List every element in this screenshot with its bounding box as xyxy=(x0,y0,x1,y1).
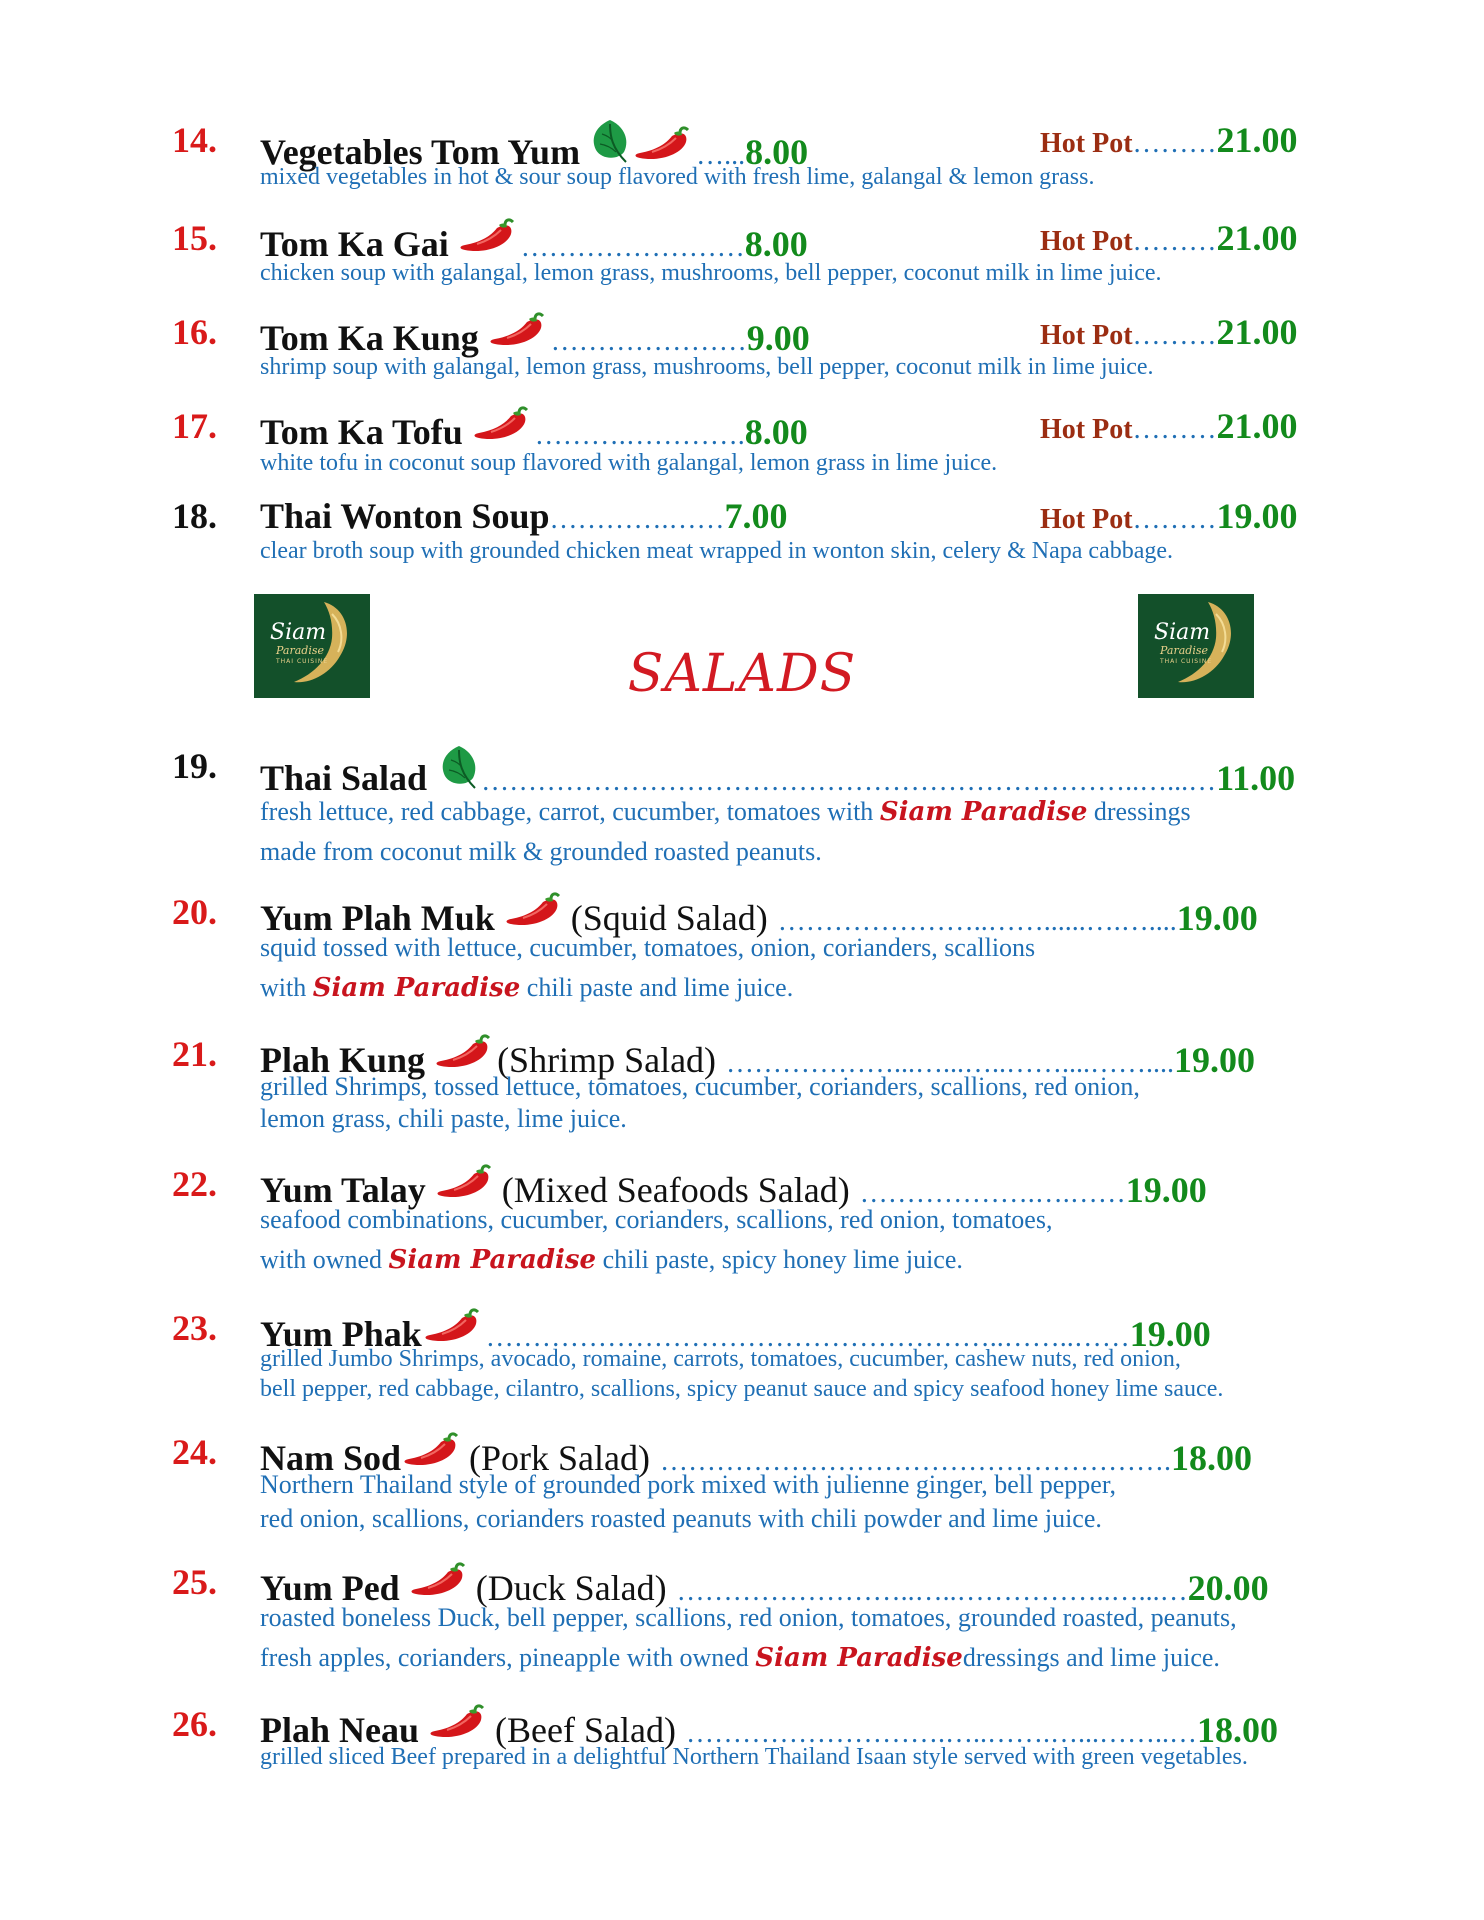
item-subtitle: (Duck Salad) xyxy=(475,1568,667,1608)
hot-pot-label: Hot Pot xyxy=(1040,414,1133,445)
dot-leader: ……… xyxy=(1132,504,1217,535)
logo-subtitle: Paradise xyxy=(1160,644,1208,657)
dot-leader: ………………………………………………. xyxy=(660,1446,1171,1477)
item-price: 9.00 xyxy=(746,318,810,358)
item-description-line-2: lemon grass, chili paste, lime juice. xyxy=(260,1104,627,1133)
dot-leader: ……….…………. xyxy=(534,420,745,451)
dot-leader: ……………………..…..……………..…...… xyxy=(676,1576,1188,1607)
dot-leader: ……… xyxy=(1132,128,1217,159)
hot-pot-option xyxy=(1040,118,1298,166)
hot-pot-option xyxy=(1040,494,1298,542)
item-price: 18.00 xyxy=(1171,1438,1252,1478)
description-text: made from coconut milk & grounded roasted peanuts. xyxy=(260,837,822,866)
item-name: Yum Ped xyxy=(260,1568,400,1608)
item-name: Tom Ka Tofu xyxy=(260,412,463,452)
description-text: chili paste and lime juice. xyxy=(520,973,794,1002)
hot-pot-label: Hot Pot xyxy=(1040,226,1133,257)
item-name: Nam Sod xyxy=(260,1438,402,1478)
item-number: 26. xyxy=(172,1704,217,1744)
description-text: with owned xyxy=(260,1245,389,1274)
description-text: chili paste, spicy honey lime juice. xyxy=(596,1245,963,1274)
description-text: squid tossed with lettuce, cucumber, tomatoes, onion, corianders, scallions xyxy=(260,933,1036,962)
item-name: Plah Neau xyxy=(260,1710,420,1750)
item-price: 8.00 xyxy=(744,224,808,264)
item-price: 19.00 xyxy=(1129,1314,1211,1354)
item-number: 25. xyxy=(172,1562,217,1602)
dot-leader: ……… xyxy=(1132,226,1217,257)
hot-pot-option xyxy=(1040,216,1298,264)
item-description-line-2 xyxy=(260,1240,963,1280)
dot-leader: ………………… xyxy=(550,326,747,357)
description-text: dressings xyxy=(1087,797,1191,826)
item-description-line-1: Northern Thailand style of grounded pork mixed with julienne ginger, bell pepper, xyxy=(260,1470,1116,1499)
item-price: 7.00 xyxy=(724,496,788,536)
item-number: 24. xyxy=(172,1432,217,1472)
description-text: fresh apples, corianders, pineapple with owned xyxy=(260,1643,756,1672)
dot-leader: ………………………………………………..……..…… xyxy=(485,1322,1130,1353)
item-number: 14. xyxy=(172,120,217,160)
item-description-line-1 xyxy=(260,928,1035,968)
logo-wordmark: Siam xyxy=(1154,620,1211,645)
item-price: 19.00 xyxy=(1125,1170,1207,1210)
item-description: chicken soup with galangal, lemon grass, mushrooms, bell pepper, coconut milk in lime juice. xyxy=(260,260,1162,286)
item-number: 18. xyxy=(172,496,217,536)
brand-name: Siam Paradise xyxy=(388,1245,597,1275)
item-description-line-2 xyxy=(260,832,822,872)
dot-leader: …... xyxy=(696,140,746,171)
dot-leader: ……………………………………………………………..…...… xyxy=(481,766,1217,797)
item-description-line-2 xyxy=(260,1638,1220,1678)
chili-pepper-icon xyxy=(632,124,696,164)
item-description: shrimp soup with galangal, lemon grass, mushrooms, bell pepper, coconut milk in lime juice. xyxy=(260,354,1154,380)
leaf-icon xyxy=(588,118,632,164)
item-price: 18.00 xyxy=(1196,1710,1278,1750)
item-price: 19.00 xyxy=(1174,1040,1256,1080)
item-name: Yum Talay xyxy=(260,1170,426,1210)
item-price: 19.00 xyxy=(1176,898,1258,938)
item-name: Thai Wonton Soup xyxy=(260,496,550,536)
item-price: 11.00 xyxy=(1216,758,1296,798)
item-description-line-2 xyxy=(260,968,793,1008)
leaf-icon xyxy=(437,744,481,790)
dot-leader: ……………….….…… xyxy=(859,1178,1126,1209)
item-description-line-1 xyxy=(260,1598,1237,1638)
item-number: 16. xyxy=(172,312,217,352)
chili-pepper-icon xyxy=(503,890,567,930)
chili-pepper-icon xyxy=(434,1162,498,1202)
description-text: dressings and lime juice. xyxy=(962,1643,1220,1672)
logo-tagline: THAI CUISINE xyxy=(1160,658,1213,665)
description-text: fresh lettuce, red cabbage, carrot, cucumber, tomatoes with xyxy=(260,797,880,826)
chili-pepper-icon xyxy=(427,1702,491,1742)
item-number: 15. xyxy=(172,218,217,258)
dot-leader: ……… xyxy=(1132,414,1217,445)
item-name-line xyxy=(260,494,788,542)
dot-leader: ……………………….…..…….…...……..… xyxy=(685,1718,1197,1749)
item-number: 23. xyxy=(172,1308,217,1348)
description-text: seafood combinations, cucumber, corianders, scallions, red onion, tomatoes, xyxy=(260,1205,1053,1234)
item-description-line-1 xyxy=(260,792,1191,832)
item-description-line-1: grilled Shrimps, tossed lettuce, tomatoes, cucumber, corianders, scallions, red onion, xyxy=(260,1072,1140,1101)
item-subtitle: (Mixed Seafoods Salad) xyxy=(501,1170,850,1210)
section-title-salads: SALADS xyxy=(627,644,857,704)
item-name: Tom Ka Gai xyxy=(260,224,449,264)
item-subtitle: (Pork Salad) xyxy=(469,1438,650,1478)
item-subtitle: (Shrimp Salad) xyxy=(497,1040,717,1080)
chili-pepper-icon xyxy=(408,1560,472,1600)
item-description-line-2: red onion, scallions, corianders roasted peanuts with chili powder and lime juice. xyxy=(260,1504,1102,1533)
item-name: Yum Phak xyxy=(260,1314,422,1354)
brand-name: Siam Paradise xyxy=(755,1643,963,1673)
item-subtitle: (Beef Salad) xyxy=(495,1710,676,1750)
chili-pepper-icon xyxy=(457,216,521,256)
description-text: with xyxy=(260,973,313,1002)
hot-pot-option xyxy=(1040,310,1298,358)
hot-pot-label: Hot Pot xyxy=(1040,504,1133,535)
item-price: 8.00 xyxy=(745,132,809,172)
item-number: 22. xyxy=(172,1164,217,1204)
chili-pepper-icon xyxy=(487,310,551,350)
hot-pot-price: 21.00 xyxy=(1216,406,1298,446)
item-description-line-1: grilled sliced Beef prepared in a delightful Northern Thailand Isaan style served with green vegetables. xyxy=(260,1744,1248,1770)
item-number: 19. xyxy=(172,746,217,786)
chili-pepper-icon xyxy=(401,1430,465,1470)
chili-pepper-icon xyxy=(433,1032,497,1072)
item-name: Plah Kung xyxy=(260,1040,426,1080)
chili-pepper-icon xyxy=(422,1306,486,1346)
description-text: roasted boneless Duck, bell pepper, scallions, red onion, tomatoes, grounded roasted, peanuts, xyxy=(260,1603,1237,1632)
item-price: 20.00 xyxy=(1187,1568,1269,1608)
item-description: clear broth soup with grounded chicken meat wrapped in wonton skin, celery & Napa cabbage. xyxy=(260,538,1174,564)
item-subtitle: (Squid Salad) xyxy=(570,898,768,938)
hot-pot-label: Hot Pot xyxy=(1040,128,1133,159)
item-description-line-1 xyxy=(260,1200,1052,1240)
item-description: white tofu in coconut soup flavored with galangal, lemon grass in lime juice. xyxy=(260,450,998,476)
hot-pot-price: 21.00 xyxy=(1216,218,1298,258)
dot-leader: ……… xyxy=(1132,320,1217,351)
dot-leader: ………………...…...…..……....…….... xyxy=(726,1048,1175,1079)
item-number: 20. xyxy=(172,892,217,932)
hot-pot-price: 21.00 xyxy=(1216,312,1298,352)
brand-name: Siam Paradise xyxy=(312,973,521,1003)
chili-pepper-icon xyxy=(471,404,535,444)
dot-leader: …………………… xyxy=(520,232,745,263)
hot-pot-option xyxy=(1040,404,1298,452)
item-name: Thai Salad xyxy=(260,758,428,798)
item-description-line-1: grilled Jumbo Shrimps, avocado, romaine, carrots, tomatoes, cucumber, cashew nuts, red onion, xyxy=(260,1346,1181,1372)
item-description-line-2: bell pepper, red cabbage, cilantro, scallions, spicy peanut sauce and spicy seafood honey lime sauce. xyxy=(260,1376,1224,1402)
logo-subtitle: Paradise xyxy=(276,644,324,657)
item-name: Vegetables Tom Yum xyxy=(260,132,581,172)
item-name: Yum Plah Muk xyxy=(260,898,495,938)
item-price: 8.00 xyxy=(744,412,808,452)
item-number: 17. xyxy=(172,406,217,446)
logo-wordmark: Siam xyxy=(270,620,327,645)
hot-pot-price: 19.00 xyxy=(1216,496,1298,536)
logo-tagline: THAI CUISINE xyxy=(276,658,329,665)
dot-leader: ………….…… xyxy=(549,504,725,535)
item-name: Tom Ka Kung xyxy=(260,318,479,358)
hot-pot-label: Hot Pot xyxy=(1040,320,1133,351)
item-description: mixed vegetables in hot & sour soup flavored with fresh lime, galangal & lemon grass. xyxy=(260,164,1095,190)
dot-leader: …………………..……......….….... xyxy=(777,906,1177,937)
hot-pot-price: 21.00 xyxy=(1216,120,1298,160)
brand-name: Siam Paradise xyxy=(879,797,1088,827)
item-number: 21. xyxy=(172,1034,217,1074)
